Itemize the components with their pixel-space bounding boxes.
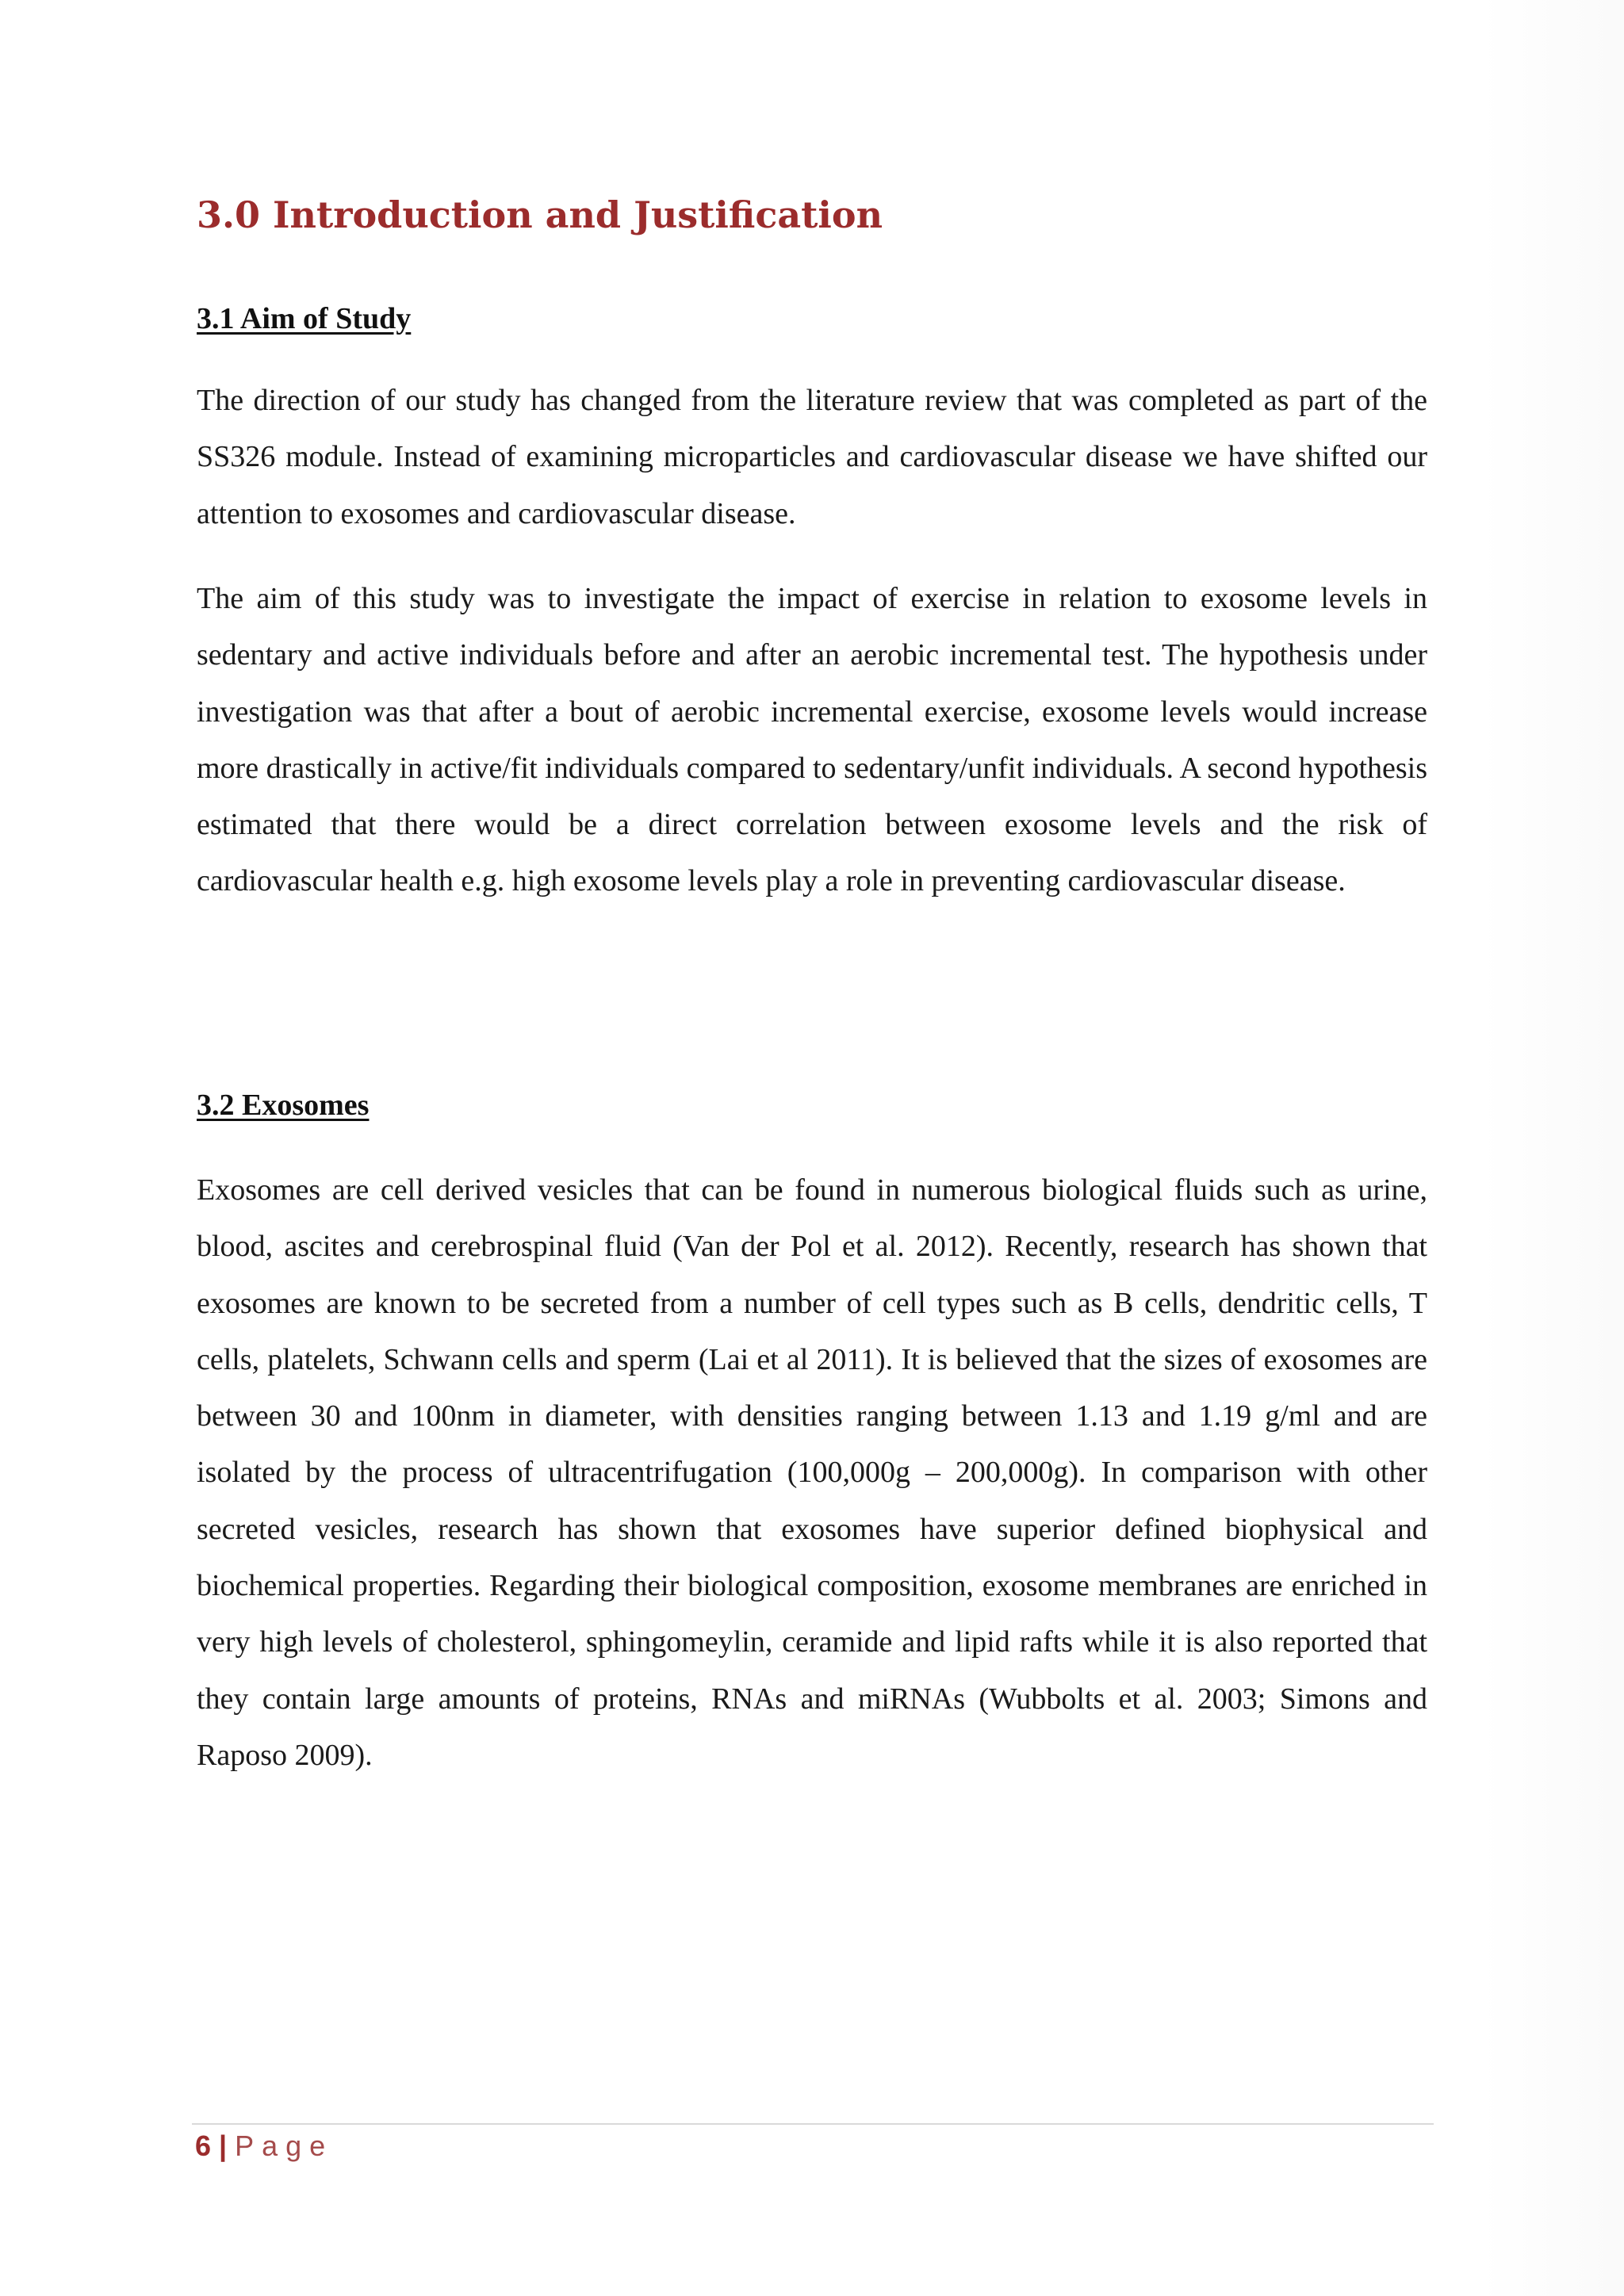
page-number: 6	[195, 2130, 212, 2162]
paragraph-exosomes: Exosomes are cell derived vesicles that can be found in numerous biological fluids such as urine, blood, ascites and cerebrospinal fluid (Van der Pol et al. 2012). Recently, research has shown that exosomes are known to be secreted from a number of cell types such as B cells, dendritic cells, T cells, platelets, Schwann cells and sperm (Lai et al 2011). It is believed that the sizes of exosomes are between 30 and 100nm in diameter, with densities ranging between 1.13 and 1.19 g/ml and are isolated by the process of ultracentrifugation (100,000g – 200,000g). In comparison with other secreted vesicles, research has shown that exosomes have superior defined biophysical and biochemical properties. Regarding their biological composition, exosome membranes are enriched in very high levels of cholesterol, sphingomeylin, ceramide and lipid rafts while it is also reported that they contain large amounts of proteins, RNAs and miRNAs (Wubbolts et al. 2003; Simons and Raposo 2009).	[197, 1173, 1427, 1772]
page-label: Page	[235, 2130, 334, 2162]
footer-divider	[192, 2123, 1434, 2125]
page-edge-shading	[1481, 0, 1624, 2296]
paragraph-study-direction: The direction of our study has changed from the literature review that was completed as part of the SS326 module. Instead of examining microparticles and cardiovascular disease we have shifted our attention to exosomes and cardiovascular disease.	[197, 384, 1427, 530]
footer-separator: |	[219, 2130, 228, 2162]
subsection-heading-exosomes: 3.2 Exosomes	[197, 1089, 370, 1122]
subsection-heading-aim-of-study: 3.1 Aim of Study	[197, 302, 412, 335]
section-title: 3.0 Introduction and Justification	[197, 193, 883, 236]
paragraph-study-aim: The aim of this study was to investigate the impact of exercise in relation to exosome levels in sedentary and active individuals before and after an aerobic incremental test. The hypothesis under investigation was that after a bout of aerobic incremental exercise, exosome levels would increase more drastically in active/fit individuals compared to sedentary/unfit individuals. A second hypothesis estimated that there would be a direct correlation between exosome levels and the risk of cardiovascular health e.g. high exosome levels play a role in preventing cardiovascular disease.	[197, 582, 1427, 898]
page-footer	[195, 2130, 333, 2163]
